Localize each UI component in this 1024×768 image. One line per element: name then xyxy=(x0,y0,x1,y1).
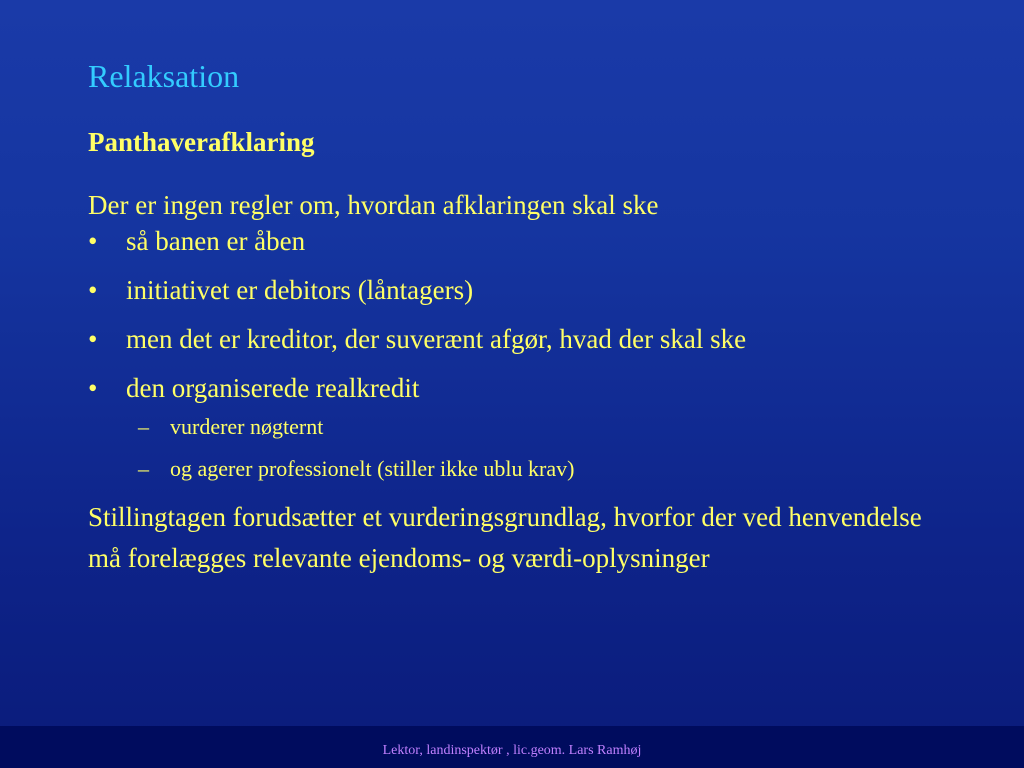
slide-content xyxy=(88,185,968,579)
bullet-text: så banen er åben xyxy=(126,226,306,256)
bullet-item xyxy=(88,274,968,306)
bullet-text: initiativet er debitors (låntagers) xyxy=(126,275,474,305)
bullet-text: den organiserede realkredit xyxy=(126,373,420,403)
slide-title: Relaksation xyxy=(88,58,240,94)
bullet-marker: • xyxy=(88,226,98,256)
slide-subtitle: Panthaverafklaring xyxy=(88,127,315,157)
bullet-item xyxy=(88,372,968,404)
sub-bullet-text: og agerer professionelt (stiller ikke ublu krav) xyxy=(170,456,575,481)
bullet-list xyxy=(88,225,968,404)
footer-credit: Lektor, landinspektør , lic.geom. Lars Ramhøj xyxy=(382,743,642,758)
sub-bullet-item xyxy=(88,455,968,483)
bullet-item xyxy=(88,323,968,355)
bullet-marker: • xyxy=(88,324,98,354)
sub-bullet-item xyxy=(88,413,968,441)
closing-paragraph: Stillingtagen forudsætter et vurderingsgrundlag, hvorfor der ved henvendelse må forelægges relevante ejendoms- og værdi-oplysninger xyxy=(88,502,922,573)
sub-bullet-text: vurderer nøgternt xyxy=(170,414,324,439)
sub-bullet-list xyxy=(88,413,968,483)
intro-text: Der er ingen regler om, hvordan afklaringen skal ske xyxy=(88,190,659,220)
bullet-marker: • xyxy=(88,373,98,403)
sub-bullet-marker: – xyxy=(138,414,149,439)
bullet-item xyxy=(88,225,968,257)
bullet-text: men det er kreditor, der suverænt afgør, hvad der skal ske xyxy=(126,324,747,354)
sub-bullet-marker: – xyxy=(138,456,149,481)
bullet-marker: • xyxy=(88,275,98,305)
